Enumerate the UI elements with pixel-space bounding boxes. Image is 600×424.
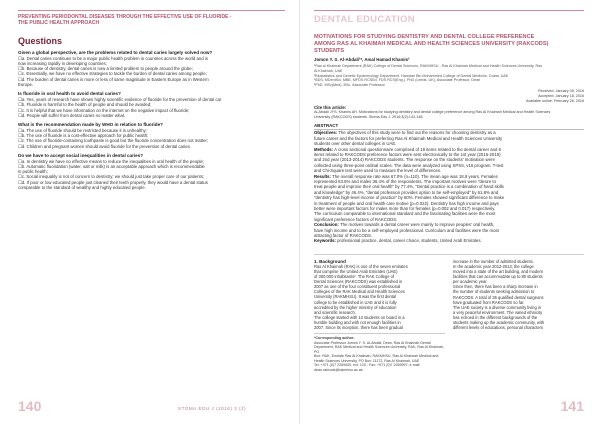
answer-option: ☐a. Dental caries continues to be a major public health problem in countries across the world and is [18,55,208,61]
affiliation-line: ¹Ras al Khaimah Department (RAK) College of Dental Sciences, RAKMHSU - Ras Al Khaimah Medical and Health Sciences University, Ras [314,64,543,69]
page-number-right: 141 [560,398,584,414]
answer-option: ☐c. Essentially, we have no effective strategies to tackle the burden of dental caries among people; [18,71,207,77]
abstract-label: Methods: [314,146,334,152]
background-text [314,264,445,330]
body-text-line: humble building and with not enough facilities in [314,319,401,325]
abstract-text: The overall response rate was 67.0% (n=110). The mean age was 18.9 years. Females [330,173,498,179]
abstract-text: better were important factors for males more than for females (p=0.002 and 0.017) respectively. [314,206,496,212]
body-text-line: In the academic year 2012-2013, the college [453,263,534,269]
body-text-line: Colleges of the RAK Medical and Health Sciences [314,289,405,295]
corresponding-author-line: Associate Professor Jomon Y. S. Al-Abdali, Dean, Ras Al Khaimah Dental Department, RAK Medical and Health Sciences University, RAK, Ras Al Khaimah, PO [314,340,444,354]
question-block [18,122,285,149]
abstract-line [314,238,584,243]
answer-option: ☐a. In dentistry we have no effective means to reduce the inequalities in oral health of the people; [18,158,205,164]
answer-option: now increasing rapidly in developing countries; [18,60,107,66]
body-text-line: the number of students seeking admission to [453,289,535,295]
answer-option: ☐a. Yes, years of research have shown highly scientific evidence of fluoride for the prevention of dental car [18,96,222,102]
answer-option: ☐c. Social inequality is not of concern to dentistry; we should just take proper care of our patients; [18,174,205,180]
abstract-text: collected using three-point ordinal scales. The data were analyzed using SPSS, v16 program. T-test [314,162,504,168]
abstract-text: "dentistry has high-level income of practice" by 60%. Females showed significant difference to make [314,195,505,201]
corresponding-author-line: Tel: +971 (0)7 2269000, ext. 120 - Fax: +971 (0)7 2269997; e-mail: dean.rakcods@rakmhsu.ac.ae [314,363,421,372]
body-text-line: Ras Al Khaimah (RAK) is one of the seven emirates [314,263,408,269]
abstract-label: Objectives: [314,130,338,136]
question-block [18,91,285,118]
answer-option: ☐d. If poor or low educated people just cleaned their teeth properly, they would have a dental status [18,179,208,185]
questions-title: Questions [18,36,63,46]
background-heading: 1. Background [314,258,346,264]
date-line: Received: January 05, 2016 [538,89,584,94]
journal-section-title: DENTAL EDUCATION [314,14,415,25]
corresponding-author-heading: *Corresponding author: [314,336,355,341]
body-text-line: facilities that can accommodate up to 80 students [453,274,543,280]
answer-option: ☐b. Fluoride is harmful to the health of people and should be avoided; [18,102,152,108]
question-heading: What is the recommendation made by WHO in relation to fluoride? [18,122,163,128]
abstract-text: treat people and improve their oral health" by 77.4%, "Dental practice is a combination of hand skills [314,184,504,190]
abstract-text: represented 63.6% and males 36.4% of the respondents. The important motives were "desire to [314,178,497,184]
running-head-line: THE PUBLIC HEALTH APPROACH [18,20,100,26]
abstract-text: professional practice, dental, career choice, students, United Arab Emirates. [335,238,482,244]
abstract-heading: ABSTRACT [314,123,339,129]
body-text-line: that comprise the United Arab Emirates (UAE) [314,268,398,274]
body-text-line: accredited by the higher ministry of education [314,304,397,310]
abstract-text: significant preference factors of RAKCODS. [314,216,398,222]
affiliation-line: Al Khaimah, UAE [314,68,343,73]
abstract-body [314,130,584,244]
body-text-line: college to be established in UAE and it is fully [314,299,397,305]
corresponding-author-line: Box: RAK, Emirate Ras Al Khaimah, RAKMHSU, Ras Al Khaimah Medical and Health Sciences University, PO Box: 11172, Ras Al Khaimah, UAE [314,354,439,363]
question-heading: Given a global perspective, are the problems related to dental caries largely solved now? [18,50,213,55]
body-text-line: students making up the academic community, with [453,319,545,325]
abstract-text: students over other dental colleges in UAE. [314,141,397,147]
abstract-text: The curriculum comparable to international standard and the fascinating facilities were the most [314,211,496,217]
abstract-label: Keywords: [314,238,336,244]
abstract-text: future career and the factors for preferring Ras Al Khaimah Medical and Health Sciences University [314,135,503,141]
answer-option: comparable to the standard of wealthy and highly educated people. [18,185,146,191]
citation-line: Al-Abdali JYS, Khamis AH. Motivations for studying dentistry and dental college preference among Ras Al Khaimah Medical and Health Sciences [314,110,551,115]
citation-line: University (RAKCODS) students. Stoma Edu J. 2016;3(2):143-148. [314,114,424,119]
corresponding-author-text [314,341,445,373]
page-number-left: 140 [18,398,42,414]
body-text-line: a very peaceful environment. The varied ethnicity [453,309,543,315]
abstract-text: have high income and to be a self-employed professional. Curriculum and facilities were the most [314,227,499,233]
affiliations [314,64,584,87]
question-block [18,153,285,190]
body-text-line: 2007. Since its inception, there has been gradual [314,324,403,330]
body-text-line: The college started with 13 students on board in a [314,314,405,320]
answer-option: ☐c. It is helpful that we have information on the internet on the negative impact of fluoride; [18,107,190,113]
body-text-line: The UAE society is a diverse community living in [453,304,542,310]
body-column-1 [314,259,445,372]
abstract-text: items related to RAKCODS preference factors were sent electronically to the 1st year (2016-2015) [314,151,501,157]
abstract-text: and 2nd year (2013-2014) RAKCODS students. The response on the students' motivation were [314,157,495,163]
answer-option: ☐d. People will suffer from dental caries no matter what. [18,112,126,118]
body-columns [314,254,584,372]
date-line: Accepted: January 18, 2016 [538,93,584,98]
corresponding-author [314,333,445,372]
body-text-line: Dental Sciences (RAKCODS) was established in [314,279,403,285]
abstract-text: in treatment of people and oral health care motive (p=0.022). Dentistry has high income and pays [314,200,499,206]
question-block [18,50,285,87]
body-text-line: different levels of educations, personal characters [453,325,544,331]
citation [314,110,584,119]
affiliation-line: ¹BDS, MDentSci, MBE, MFDS RCSEd, FDS RCS(Eng.), PhD (Leeds, UK), Associate Professor, Dean [314,78,481,83]
question-heading: Is fluoride in oral health to avoid dental caries? [18,91,121,97]
article-title-line: STUDENTS [314,47,345,54]
body-text-line: and scientific research. [314,309,356,315]
abstract-text: The motives towards a dental career were mainly to improve peoples' oral health, [338,222,495,228]
affiliation-line: ²Biostatistics and Genetic Epidemiology Department, Hamdan Bin Mohammed College of Dental Medicine, Dubai, UAE [314,73,509,78]
body-text-line: moved into a state of the art building, and modern [453,269,544,275]
right-page [300,0,600,424]
body-text-line: per academic year. [453,279,488,285]
abstract-text: attracting factor of RAKCODS. [314,233,373,239]
abstract-label: Conclusion: [314,222,339,228]
body-column-2 [453,259,584,372]
body-text-line: of 300.000 inhabitants². The RAK College of [314,274,395,280]
article-title-line: AMONG RAS AL KHAIMAH MEDICAL AND HEALTH SCIENCES UNIVERSITY (RAKCODS) [314,40,549,47]
affiliation-line: ²PhD, MSc(Med), BSc, Associate Professor [314,82,385,87]
question-heading: Do we have to accept social inequalities in dental caries? [18,152,144,158]
answer-option: ☐c. The use of fluoride-containing toothpaste is good but the fluoride concentration does not matter; [18,138,209,144]
body-text-line: RAKCODS. A total of 36 qualified dental surgeons [453,294,544,300]
body-text-line: 2007 as one of the four constituent professional [314,284,401,290]
answer-option: ☐b. Because of dentistry, dental caries is now a limited problem to people around the globe; [18,66,193,72]
body-text-line: has echoed in the different backgrounds of the [453,314,538,320]
running-head [18,14,285,26]
header-rule [18,10,285,11]
questions-list [18,50,285,190]
answer-option: in public health; [18,169,48,175]
abstract-text: A cross sectional questionnaire comprised of 19 items related to the dental career and 6 [333,146,502,152]
answer-option: ☐b. Automatic fluoridation (water, salt or milk) is an acceptable approach which is recommendable [18,163,205,169]
answer-option: ☐a. The use of fluoride should be restricted because it is unhealthy; [18,127,147,133]
answer-option: ☐d. Children and pregnant women should avoid fluoride for the prevention of dental caries. [18,143,191,149]
date-line: Available online: February 26, 2016 [526,98,584,103]
background-continued-text [453,259,584,330]
article-title-line: MOTIVATIONS FOR STUDYING DENTISTRY AND DENTAL COLLEGE PREFERENCE [314,34,535,40]
journal-folio: STOMA.EDU J (2016) 3 (2) [178,406,247,411]
body-text-line: Since then, there has been a sharp increase in [453,284,538,290]
article-dates [314,89,584,103]
abstract-text: The objectives of this study were to find out the reasons for choosing dentistry as a [337,130,496,136]
body-text-line: increase in the number of admitted students. [453,258,534,264]
cite-heading: Cite this article: [314,105,347,111]
body-text-line: University (RAKMHSU). It was the first dental [314,294,397,300]
answer-option: Europe. [18,82,34,88]
running-head-line: PREVENTING PERIODONTAL DISEASES THROUGH THE EFFECTIVE USE OF FLUORIDE - [18,14,232,20]
abstract-label: Results: [314,173,331,179]
body-text-line: have graduated from RAKCODS so far. [453,299,525,305]
article-title [314,34,584,54]
header-rule [314,10,584,11]
answer-option: ☐b. The use of fluoride is a cost-effective approach for public health; [18,133,149,139]
answer-option: ☐d. The burden of dental caries is more or less of same magnitude in Eastern Europe as in Western [18,76,209,82]
abstract-text: and knowledge" by 46.4%, "dental profession provides option to be self-employed" by 61.8% and [314,189,499,195]
abstract-text: and Chi-Square test were used to measure the level of differences. [314,168,442,174]
authors: Jomon Y. S. Al-Abdali¹*, Amal Hamad Khamis² [314,57,410,63]
